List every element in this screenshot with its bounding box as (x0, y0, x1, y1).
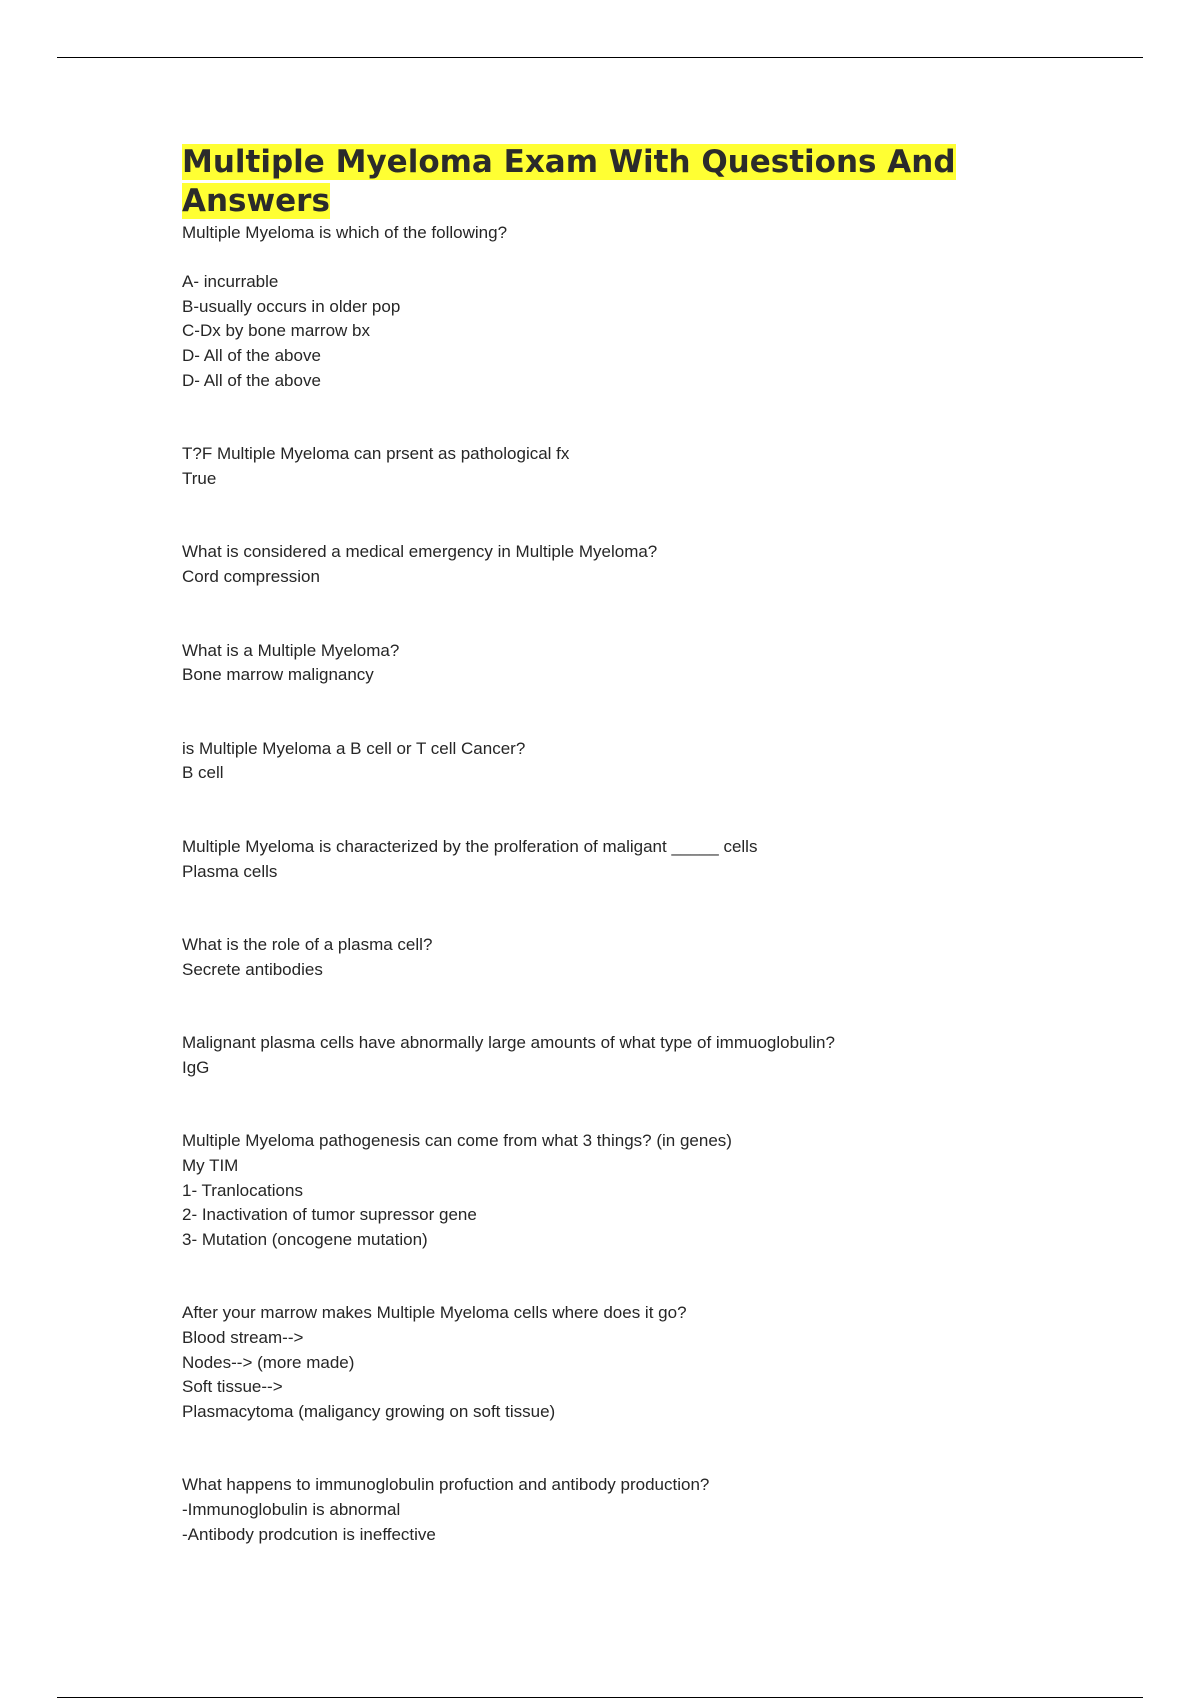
answer-line: Cord compression (182, 566, 320, 586)
answer-line: Blood stream--> (182, 1328, 304, 1348)
question-text: Multiple Myeloma is characterized by the prolferation of maligant _____ cells (182, 836, 758, 856)
qa-item-8 (182, 1031, 1042, 1080)
title-highlight: Multiple Myeloma Exam With Questions And Answers (182, 144, 956, 219)
qa-item-6 (182, 835, 1042, 884)
answer-line: C-Dx by bone marrow bx (182, 321, 371, 341)
spacer (182, 688, 1042, 737)
answer-line: A- incurrable (182, 272, 279, 292)
answer-line: Soft tissue--> (182, 1377, 283, 1397)
answer-line: Secrete antibodies (182, 959, 323, 979)
answer-line: D- All of the above (182, 370, 321, 390)
qa-item-2 (182, 442, 1042, 491)
question-text: What is the role of a plasma cell? (182, 935, 433, 955)
answer-line: -Immunoglobulin is abnormal (182, 1500, 401, 1519)
answer-line: 3- Mutation (oncogene mutation) (182, 1229, 428, 1249)
qa-item-7 (182, 933, 1042, 982)
answer-line: 2- Inactivation of tumor supressor gene (182, 1205, 477, 1225)
document-body (182, 143, 1042, 1547)
qa-item-1 (182, 221, 1042, 393)
question-text: Malignant plasma cells have abnormally large amounts of what type of immuoglobulin? (182, 1033, 835, 1053)
bottom-rule (57, 1697, 1143, 1698)
question-text: Multiple Myeloma pathogenesis can come from what 3 things? (in genes) (182, 1131, 732, 1151)
spacer (182, 884, 1042, 933)
qa-item-4 (182, 639, 1042, 688)
qa-item-9 (182, 1129, 1042, 1252)
spacer (182, 393, 1042, 442)
qa-item-11 (182, 1473, 1042, 1547)
answer-line: B cell (182, 763, 224, 783)
question-text: What happens to immunoglobulin profuction and antibody production? (182, 1475, 710, 1495)
spacer (182, 246, 1042, 271)
spacer (182, 1080, 1042, 1129)
qa-item-3 (182, 540, 1042, 589)
spacer (182, 1252, 1042, 1301)
answer-line: True (182, 468, 217, 488)
question-text: What is considered a medical emergency in Multiple Myeloma? (182, 542, 658, 562)
spacer (182, 786, 1042, 835)
answer-line: B-usually occurs in older pop (182, 296, 401, 316)
spacer (182, 590, 1042, 639)
top-rule (57, 57, 1143, 58)
qa-item-10 (182, 1301, 1042, 1424)
spacer (182, 982, 1042, 1031)
document-title (182, 143, 1042, 221)
question-text: After your marrow makes Multiple Myeloma cells where does it go? (182, 1303, 687, 1323)
spacer (182, 1424, 1042, 1473)
answer-line: Plasma cells (182, 861, 278, 881)
qa-list (182, 221, 1042, 1547)
question-text: is Multiple Myeloma a B cell or T cell Cancer? (182, 738, 526, 758)
question-text: T?F Multiple Myeloma can prsent as pathological fx (182, 444, 570, 464)
answer-line: D- All of the above (182, 345, 321, 365)
answer-line: -Antibody prodcution is ineffective (182, 1524, 436, 1544)
qa-item-5 (182, 737, 1042, 786)
question-text: Multiple Myeloma is which of the following? (182, 223, 508, 242)
answer-line: Plasmacytoma (maligancy growing on soft tissue) (182, 1401, 556, 1421)
spacer (182, 491, 1042, 540)
answer-line: Nodes--> (more made) (182, 1352, 355, 1372)
answer-line: My TIM (182, 1156, 239, 1176)
answer-line: Bone marrow malignancy (182, 665, 374, 685)
answer-line: 1- Tranlocations (182, 1180, 303, 1200)
answer-line: IgG (182, 1057, 210, 1077)
question-text: What is a Multiple Myeloma? (182, 640, 400, 660)
